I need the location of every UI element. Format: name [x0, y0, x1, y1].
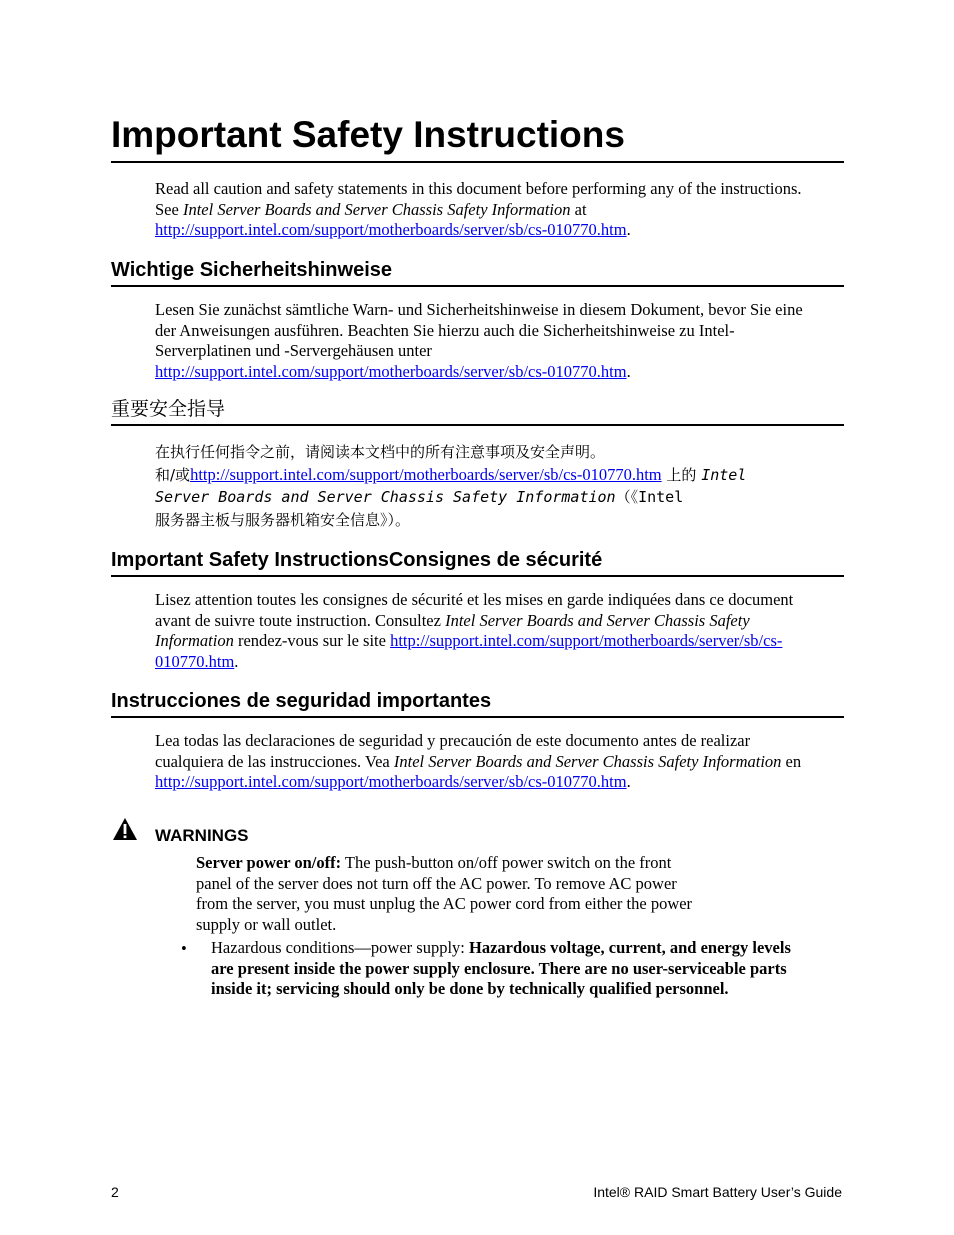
english-line-2: See Intel Server Boards and Server Chassis Safety Information at: [155, 199, 587, 219]
safety-info-link-spanish[interactable]: http://support.intel.com/support/motherboards/server/sb/cs-010770.htm: [155, 772, 627, 791]
bullet-point: •: [181, 939, 187, 958]
chinese-line-3: Server Boards and Server Chassis Safety Information（《Intel: [155, 488, 684, 506]
warnings-title: WARNINGS: [155, 826, 249, 845]
english-line-1: Read all caution and safety statements in this document before performing any of the instructions.: [155, 179, 802, 198]
chinese-line-1: 在执行任何指令之前，请阅读本文档中的所有注意事项及安全声明。: [155, 443, 606, 461]
french-line-4: 010770.htm.: [155, 651, 239, 671]
chinese-paragraph: [155, 441, 845, 531]
english-line-3: http://support.intel.com/support/motherboards/server/sb/cs-010770.htm.: [155, 220, 631, 239]
spanish-line-3: http://support.intel.com/support/motherboards/server/sb/cs-010770.htm.: [155, 772, 631, 791]
safety-doc-title: Intel Server Boards and Server Chassis Safety Information: [182, 199, 571, 219]
spanish-heading: Instrucciones de seguridad importantes: [111, 688, 844, 718]
safety-info-link-english[interactable]: http://support.intel.com/support/motherboards/server/sb/cs-010770.htm: [155, 220, 627, 239]
page-number: 2: [111, 1184, 119, 1200]
hazard-line-1: Hazardous conditions—power supply: Hazardous voltage, current, and energy levels: [211, 938, 791, 957]
spanish-paragraph: [155, 731, 845, 793]
footer-doc-title: Intel® RAID Smart Battery User’s Guide: [593, 1184, 842, 1200]
german-line-1: Lesen Sie zunächst sämtliche Warn- und Sicherheitshinweise in diesem Dokument, bevor Sie eine: [155, 300, 803, 319]
german-line-2: der Anweisungen ausführen. Beachten Sie hierzu auch die Sicherheitshinweise zu Intel-: [155, 320, 735, 340]
safety-info-link-chinese[interactable]: http://support.intel.com/support/motherboards/server/sb/cs-010770.htm: [190, 464, 662, 484]
warning-line-1: Server power on/off: The push-button on/off power switch on the front: [196, 853, 672, 872]
warning-line-4: supply or wall outlet.: [196, 914, 337, 934]
warning-line-2: panel of the server does not turn off the AC power. To remove AC power: [196, 873, 677, 893]
german-line-4: http://support.intel.com/support/motherboards/server/sb/cs-010770.htm.: [155, 361, 631, 381]
warning-power-paragraph: [196, 853, 756, 935]
french-heading: Important Safety InstructionsConsignes de sécurité: [111, 547, 844, 577]
german-line-3: Serverplatinen und -Servergehäusen unter: [155, 341, 432, 360]
warning-line-3: from the server, you must unplug the AC power cord from either the power: [196, 894, 693, 913]
spanish-line-1: Lea todas las declaraciones de seguridad y precaución de este documento antes de realizar: [155, 731, 751, 750]
warning-triangle-icon: [112, 817, 138, 841]
safety-info-link-french[interactable]: http://support.intel.com/support/motherboards/server/sb/cs-: [390, 631, 783, 650]
spanish-line-2: cualquiera de las instrucciones. Vea Intel Server Boards and Server Chassis Safety Information en: [155, 751, 802, 771]
french-line-1: Lisez attention toutes les consignes de sécurité et les mises en garde indiquées dans ce document: [155, 590, 794, 609]
chinese-heading: 重要安全指导: [111, 396, 844, 426]
german-heading: Wichtige Sicherheitshinweise: [111, 257, 844, 287]
page-title: Important Safety Instructions: [111, 112, 844, 163]
english-paragraph: [155, 179, 845, 241]
hazard-line-3: inside it; servicing should only be done by technically qualified personnel.: [211, 979, 729, 998]
safety-info-link-french-cont[interactable]: 010770.htm: [155, 651, 235, 671]
french-line-3: Information rendez-vous sur le site http://support.intel.com/support/motherboards/server/sb/cs-: [155, 631, 783, 650]
german-paragraph: [155, 300, 845, 382]
french-paragraph: [155, 590, 845, 672]
chinese-line-4: 服务器主板与服务器机箱安全信息》）。: [155, 510, 411, 529]
hazard-bullet-text: [211, 938, 851, 1000]
safety-info-link-german[interactable]: http://support.intel.com/support/motherboards/server/sb/cs-010770.htm: [155, 361, 627, 381]
french-line-2: avant de suivre toute instruction. Consultez Intel Server Boards and Server Chassis Safety: [155, 610, 750, 630]
hazard-line-2: are present inside the power supply enclosure. There are no user-serviceable parts: [211, 958, 787, 978]
chinese-line-2: 和/或http://support.intel.com/support/motherboards/server/sb/cs-010770.htm 上的 Intel: [155, 464, 747, 484]
